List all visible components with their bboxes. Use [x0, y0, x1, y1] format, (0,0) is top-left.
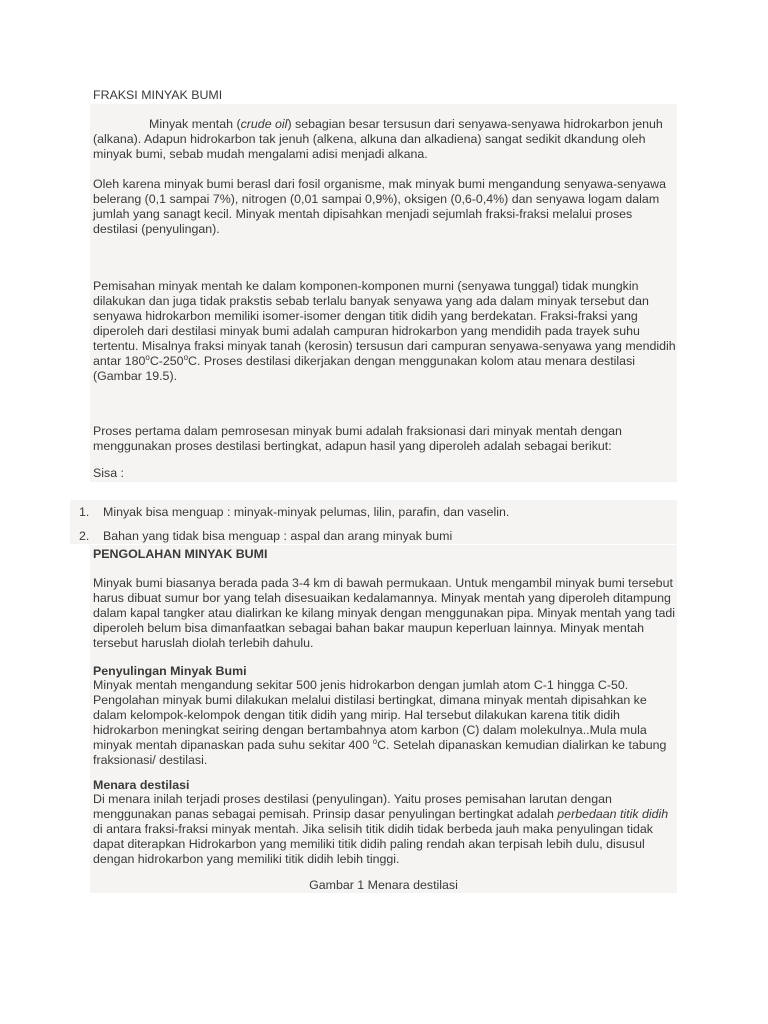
paragraph-pengolahan: Minyak bumi biasanya berada pada 3-4 km di bawah permukaan. Untuk mengambil minyak bumi tersebut harus dibuat sumur bor yang telah disesuaikan kedalamannya. Minyak mentah yang diperoleh ditampung dalam kapal tangker atau dialirkan ke kilang minyak dengan menggunakan pipa. Minyak mentah yang tadi diperoleh belum bisa dimanfaatkan sebagai bahan bakar maupun keperluan lainnya. Minyak mentah tersebut haruslah diolah terlebih dahulu.	[93, 576, 676, 650]
separation-text-1: Pemisahan minyak mentah ke dalam komponen-komponen murni (senyawa tunggal) tidak mungkin dilakukan dan juga tidak prakstis sebab terlalu banyak senyawa yang ada dalam minyak tersebut dan senyawa hidrokarbon memiliki isomer-isomer dengan titik didih yang berdekatan. Fraksi-fraksi yang diperoleh dari destilasi minyak bumi adalah campuran hidrokarbon yang mendidih pada trayek suhu tertentu. Misalnya fraksi minyak tanah (kerosin) tersusun dari campuran senyawa-senyawa yang mendidih antar 180	[93, 279, 676, 368]
figure-caption: Gambar 1 Menara destilasi	[309, 878, 458, 892]
paragraph-penyulingan	[93, 678, 676, 768]
degree-symbol: o	[145, 352, 150, 362]
penyulingan-text-2: C. Setelah dipanaskan kemudian dialirkan ke tabung fraksionasi/ destilasi.	[93, 738, 667, 767]
menara-italic-term: perbedaan titik didih	[557, 807, 669, 821]
list-text: Bahan yang tidak bisa menguap : aspal dan arang minyak bumi	[103, 529, 453, 543]
separation-text-3: C. Proses destilasi dikerjakan dengan menggunakan kolom atau menara destilasi (Gambar 19.5).	[93, 354, 636, 383]
list-number: 1.	[79, 505, 90, 519]
paragraph-menara	[93, 792, 676, 867]
list-number: 2.	[79, 529, 90, 543]
paragraph-composition: Oleh karena minyak bumi berasl dari fosil organisme, mak minyak bumi mengandung senyawa-senyawa belerang (0,1 sampai 7%), nitrogen (0,01 sampai 0,9%), oksigen (0,6-0,4%) dan senyawa logam dalam jumlah yang sanagt kecil. Minyak mentah dipisahkan menjadi sejumlah fraksi-fraksi melalui proses destilasi (penyulingan).	[93, 177, 666, 236]
list-text: Minyak bisa menguap : minyak-minyak pelumas, lilin, parafin, dan vaselin.	[103, 505, 510, 519]
degree-symbol: o	[372, 736, 378, 746]
list-item	[79, 505, 679, 529]
degree-symbol: o	[183, 352, 189, 362]
heading-pengolahan: PENGOLAHAN MINYAK BUMI	[93, 547, 268, 561]
heading-penyulingan: Penyulingan Minyak Bumi	[93, 664, 247, 678]
menara-text-1: Di menara inilah terjadi proses destilasi (penyulingan). Yaitu proses pemisahan larutan dengan menggunakan panas sebagai pemisah. Prinsip dasar penyulingan bertingkat adalah	[93, 792, 612, 821]
intro-paragraph	[93, 117, 676, 162]
paragraph-fractionation: Proses pertama dalam pemrosesan minyak bumi adalah fraksionasi dari minyak mentah dengan menggunakan proses destilasi bertingkat, adapun hasil yang diperoleh adalah sebagai berikut:	[93, 424, 622, 453]
document-title: FRAKSI MINYAK BUMI	[93, 88, 223, 102]
penyulingan-text-1: Minyak mentah mengandung sekitar 500 jenis hidrokarbon dengan jumlah atom C-1 hingga C-50. Pengolahan minyak bumi dilakukan melalui distilasi bertingkat, dimana minyak mentah dipisahkan ke dalam kelompok-kelompok dengan titik didih yang mirip. Hal tersebut dilakukan karena titik didih hidrokarbon meningkat seiring dengan bertambahnya atom karbon (C) dalam molekulnya..Mula mula minyak mentah dipanaskan pada suhu sekitar 400	[93, 678, 647, 752]
intro-italic-term: crude oil	[240, 117, 288, 131]
menara-text-2: di antara fraksi-fraksi minyak mentah. Jika selisih titik didih tidak berbeda jauh maka penyulingan tidak dapat diterapkan Hidrokarbon yang memiliki titik didih paling rendah akan terpisah lebih dulu, disusul dengan hidrokarbon yang memiliki titik didih lebih tinggi.	[93, 822, 653, 866]
separation-text-2: C-250	[149, 354, 184, 368]
paragraph-separation	[93, 279, 676, 384]
sisa-label: Sisa :	[93, 466, 124, 480]
intro-text-before: Minyak mentah (	[149, 117, 241, 131]
intro-text-after: ) sebagian besar tersusun dari senyawa-senyawa hidrokarbon jenuh (alkana). Adapun hidrokarbon tak jenuh (alkena, alkuna dan alkadiena) sangat sedikit dkandung oleh minyak bumi, sebab mudah mengalami adisi menjadi alkana.	[93, 117, 663, 161]
residue-list	[79, 505, 679, 553]
heading-menara: Menara destilasi	[93, 778, 190, 792]
